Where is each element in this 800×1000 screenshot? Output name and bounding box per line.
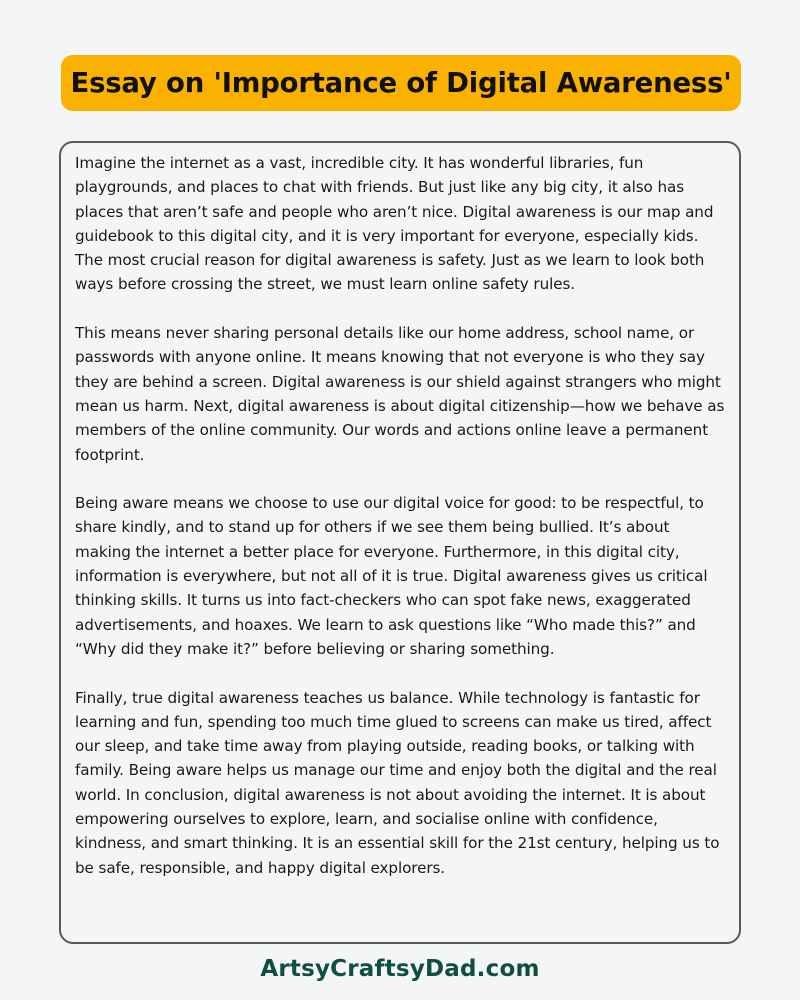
page-title: Essay on 'Importance of Digital Awareness': [70, 67, 732, 99]
essay-paragraph-2: The most crucial reason for digital awareness is safety. Just as we learn to look both ways before crossing the street, we must learn online safety rules.: [75, 251, 705, 294]
essay-paragraph-5: Finally, true digital awareness teaches us balance. While technology is fantastic for learning and fun, spending too much time glued to screens can make us tired, affect our sleep, and take time away from playing outside, reading books, or talking with family. Being aware helps us manage our time and enjoy both the digital and the real world. In conclusion, digital awareness is not about avoiding the internet. It is about empowering ourselves to explore, learn, and socialise online with confidence, kindness, and smart thinking. It is an essential skill for the 21st century, helping us to be safe, responsible, and happy digital explorers.: [75, 688, 720, 877]
essay-paragraph-1: Imagine the internet as a vast, incredible city. It has wonderful libraries, fun playgrounds, and places to chat with friends. But just like any big city, it also has places that aren’t safe and people who aren’t nice. Digital awareness is our map and guidebook to this digital city, and it is very important for everyone, especially kids.: [75, 154, 714, 245]
essay-paragraph-4: Being aware means we choose to use our digital voice for good: to be respectful, to share kindly, and to stand up for others if we see them being bullied. It’s about making the internet a better place for everyone. Furthermore, in this digital city, information is everywhere, but not all of it is true. Digital awareness gives us critical thinking skills. It turns us into fact-checkers who can spot fake news, exaggerated advertisements, and hoaxes. We learn to ask questions like “Who made this?” and “Why did they make it?” before believing or sharing something.: [75, 494, 708, 658]
title-banner: [61, 55, 741, 111]
essay-paragraph-3: This means never sharing personal details like our home address, school name, or passwords with anyone online. It means knowing that not everyone is who they say they are behind a screen. Digital awareness is our shield against strangers who might mean us harm. Next, digital awareness is about digital citizenship—how we behave as members of the online community. Our words and actions online leave a permanent footprint.: [75, 324, 725, 464]
footer-brand-link[interactable]: ArtsyCraftsyDad.com: [260, 956, 540, 982]
essay-box: [59, 141, 741, 944]
